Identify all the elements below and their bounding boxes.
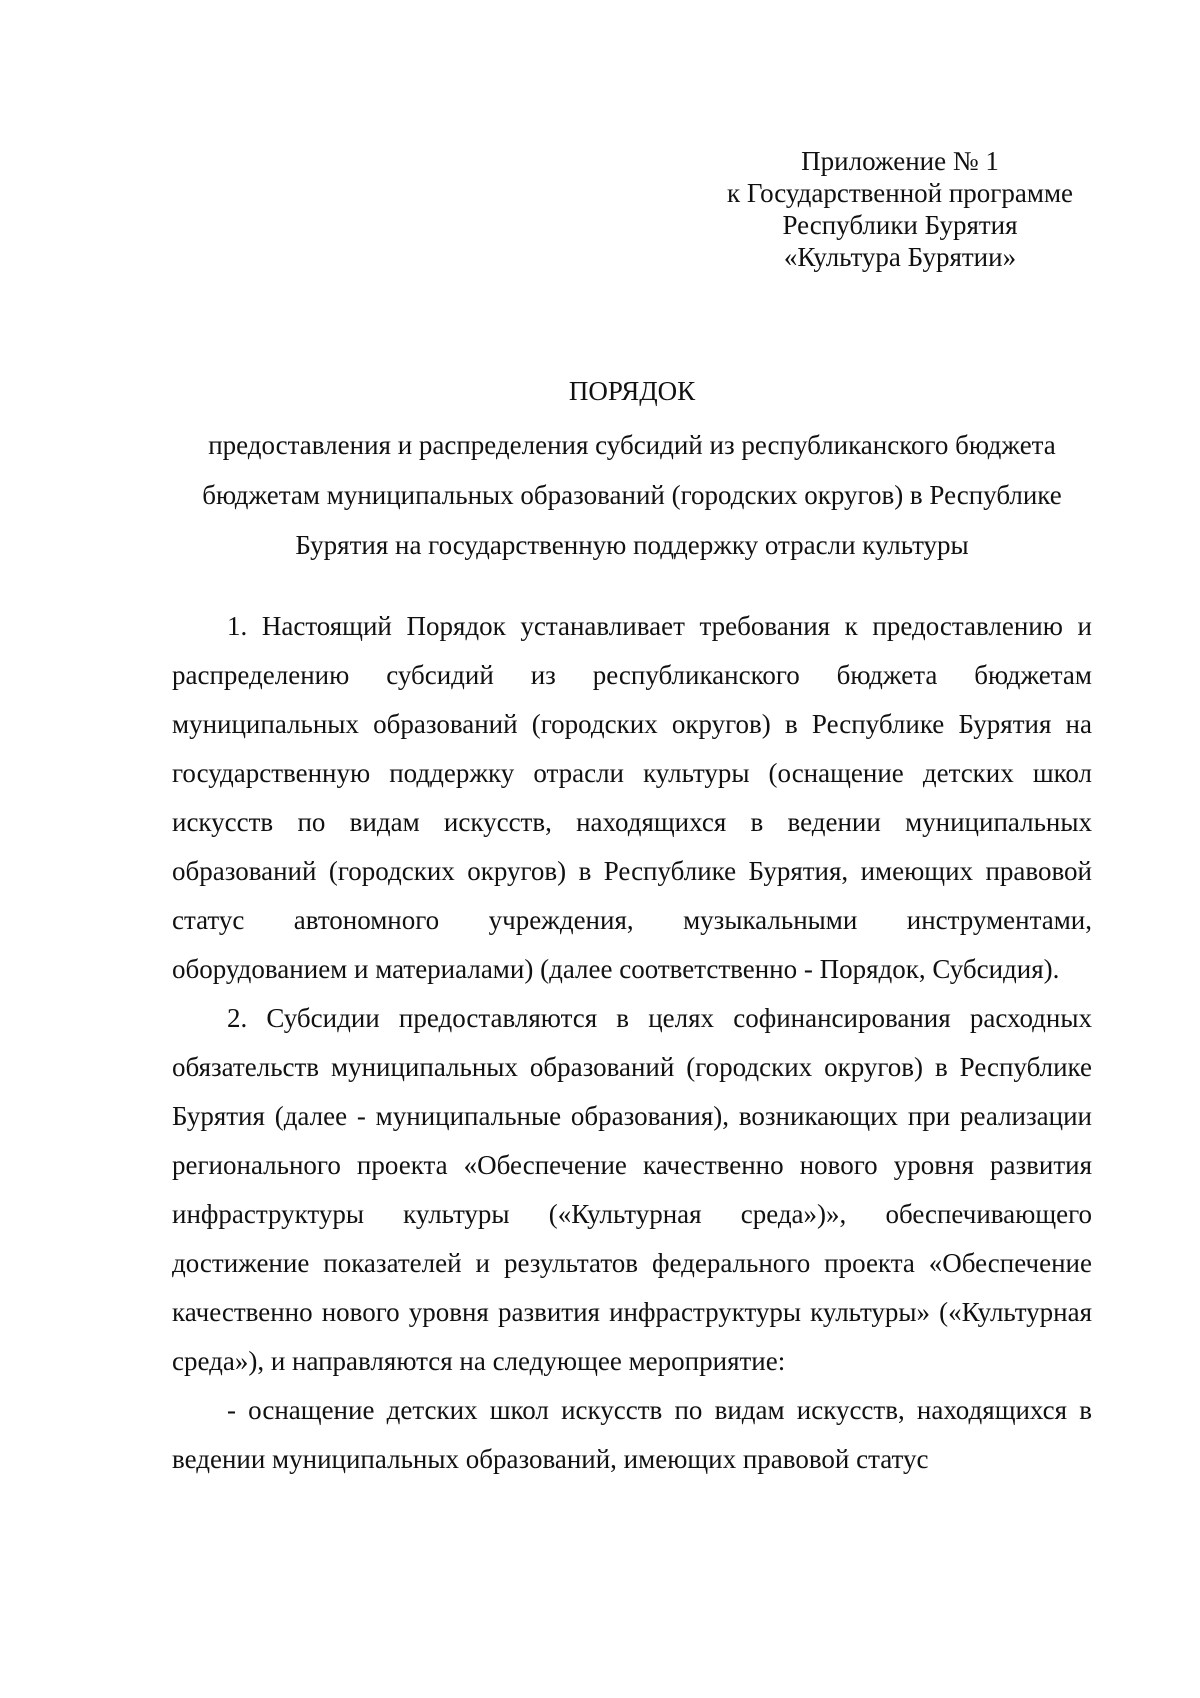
- document-title: ПОРЯДОК: [568, 376, 696, 406]
- appendix-line: «Культура Бурятии»: [783, 242, 1017, 272]
- paragraph-3: - оснащение детских школ искусств по видам искусств, находящихся в ведении муниципальных образований, имеющих правовой статус: [172, 1395, 1092, 1474]
- appendix-line: к Государственной программе: [726, 178, 1074, 208]
- subtitle-line: бюджетам муниципальных образований (городских округов) в Республике: [202, 480, 1062, 510]
- document-body: [172, 602, 1092, 1484]
- document-subtitle: [150, 420, 1114, 570]
- appendix-header: [700, 145, 1100, 273]
- paragraph-2: 2. Субсидии предоставляются в целях софинансирования расходных обязательств муниципальных образований (городских округов) в Республике Бурятия (далее - муниципальные образования), возникающих при реализации регионального проекта «Обеспечение качественно нового уровня развития инфраструктуры культуры («Культурная среда»)», обеспечивающего достижение показателей и результатов федерального проекта «Обеспечение качественно нового уровня развития инфраструктуры культуры» («Культурная среда»), и направляются на следующее мероприятие:: [172, 1003, 1092, 1376]
- subtitle-line: Бурятия на государственную поддержку отрасли культуры: [295, 530, 969, 560]
- subtitle-line: предоставления и распределения субсидий из республиканского бюджета: [208, 430, 1056, 460]
- appendix-line: Приложение № 1: [801, 146, 999, 176]
- appendix-line: Республики Бурятия: [782, 210, 1018, 240]
- paragraph-1: 1. Настоящий Порядок устанавливает требования к предоставлению и распределению субсидий из республиканского бюджета бюджетам муниципальных образований (городских округов) в Республике Бурятия на государственную поддержку отрасли культуры (оснащение детских школ искусств по видам искусств, находящихся в ведении муниципальных образований (городских округов) в Республике Бурятия, имеющих правовой статус автономного учреждения, музыкальными инструментами, оборудованием и материалами) (далее соответственно - Порядок, Субсидия).: [172, 611, 1092, 984]
